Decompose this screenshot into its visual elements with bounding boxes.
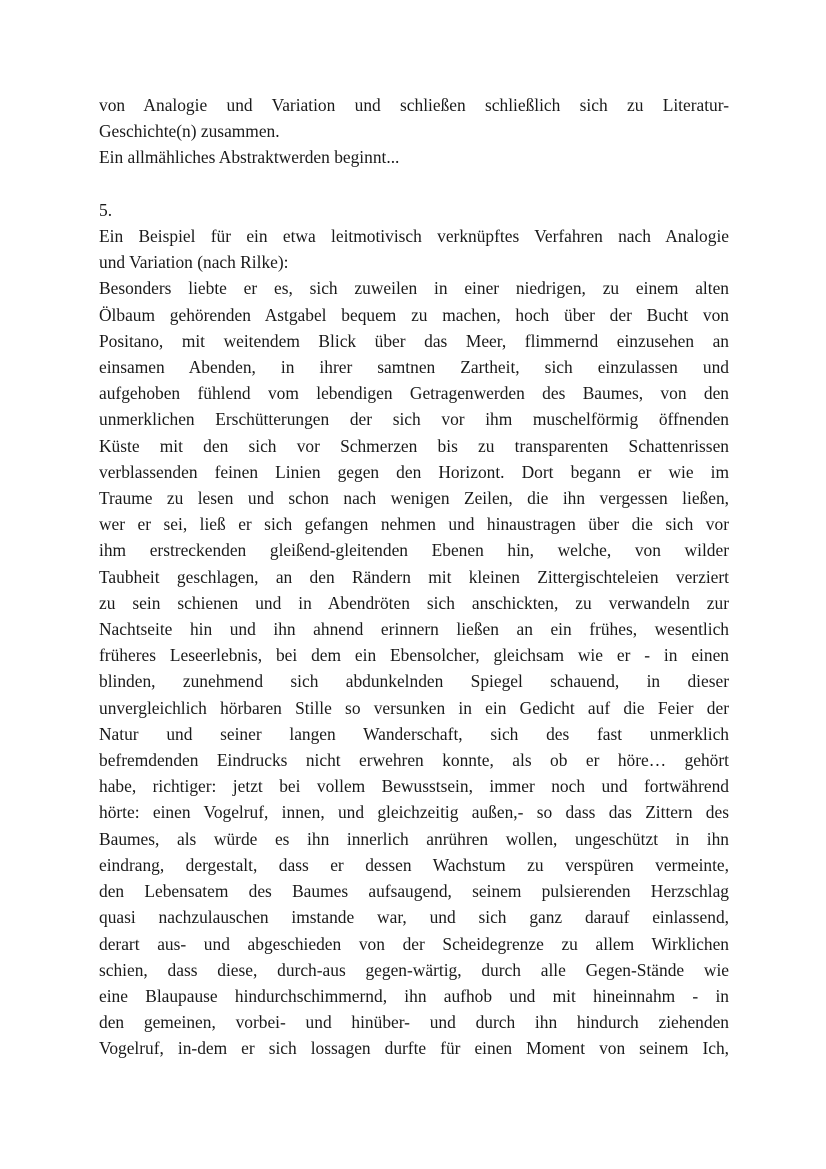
text-line: Ölbaum gehörenden Astgabel bequem zu machen, hoch über der Bucht von — [99, 304, 729, 325]
text-block — [99, 92, 729, 1062]
text-line: Nachtseite hin und ihn ahnend erinnern ließen an ein frühes, wesentlich — [99, 619, 729, 640]
text-line: verblassenden feinen Linien gegen den Horizont. Dort begann er wie im — [99, 461, 729, 482]
text-line: habe, richtiger: jetzt bei vollem Bewusstsein, immer noch und fortwährend — [99, 776, 729, 797]
text-line: hörte: einen Vogelruf, innen, und gleichzeitig außen,- so dass das Zittern des — [99, 802, 729, 823]
text-line: Ein allmähliches Abstraktwerden beginnt... — [99, 147, 400, 168]
text-line: aufgehoben fühlend vom lebendigen Getragenwerden des Baumes, von den — [99, 383, 729, 404]
text-line: Natur und seiner langen Wanderschaft, sich des fast unmerklich — [99, 723, 729, 744]
text-line: 5. — [99, 199, 113, 220]
text-line: Traume zu lesen und schon nach wenigen Zeilen, die ihn vergessen ließen, — [99, 488, 729, 509]
text-line: Geschichte(n) zusammen. — [99, 121, 280, 142]
text-line: eindrang, dergestalt, dass er dessen Wachstum zu verspüren vermeinte, — [99, 854, 729, 875]
text-line: Vogelruf, in-dem er sich lossagen durfte für einen Moment von seinem Ich, — [99, 1038, 729, 1059]
text-line: wer er sei, ließ er sich gefangen nehmen und hinaustragen über die sich vor — [99, 514, 729, 535]
text-line: Positano, mit weitendem Blick über das Meer, flimmernd einzusehen an — [99, 330, 729, 351]
text-line: von Analogie und Variation und schließen schließlich sich zu Literatur- — [99, 95, 729, 115]
text-line: den Lebensatem des Baumes aufsaugend, seinem pulsierenden Herzschlag — [99, 881, 729, 902]
text-line: Baumes, als würde es ihn innerlich anrühren wollen, ungeschützt in ihn — [99, 828, 729, 849]
text-line: blinden, zunehmend sich abdunkelnden Spiegel schauend, in dieser — [99, 671, 729, 692]
text-line: Taubheit geschlagen, an den Rändern mit kleinen Zittergischteleien verziert — [99, 566, 729, 587]
text-line: und Variation (nach Rilke): — [99, 252, 289, 273]
text-line: Besonders liebte er es, sich zuweilen in einer niedrigen, zu einem alten — [99, 278, 729, 299]
text-line: derart aus- und abgeschieden von der Scheidegrenze zu allem Wirklichen — [99, 933, 729, 954]
text-line: schien, dass diese, durch-aus gegen-wärtig, durch alle Gegen-Stände wie — [99, 959, 729, 980]
text-line: zu sein schienen und in Abendröten sich anschickten, zu verwandeln zur — [99, 592, 729, 613]
text-line: quasi nachzulauschen imstande war, und sich ganz darauf einlassend, — [99, 907, 729, 928]
text-line: befremdenden Eindrucks nicht erwehren konnte, als ob er höre… gehört — [99, 750, 729, 771]
text-line — [99, 171, 729, 197]
text-line: früheres Leseerlebnis, bei dem ein Ebensolcher, gleichsam wie er - in einen — [99, 645, 729, 666]
text-line: Küste mit den sich vor Schmerzen bis zu transparenten Schattenrissen — [99, 435, 729, 456]
text-line: eine Blaupause hindurchschimmernd, ihn aufhob und mit hineinnahm - in — [99, 985, 729, 1006]
text-line: unmerklichen Erschütterungen der sich vor ihm muschelförmig öffnenden — [99, 409, 729, 430]
text-line: unvergleichlich hörbaren Stille so versunken in ein Gedicht auf die Feier der — [99, 697, 729, 718]
text-line: ihm erstreckenden gleißend-gleitenden Ebenen hin, welche, von wilder — [99, 540, 729, 561]
text-line: Ein Beispiel für ein etwa leitmotivisch verknüpftes Verfahren nach Analogie — [99, 226, 729, 247]
text-line: einsamen Abenden, in ihrer samtnen Zartheit, sich einzulassen und — [99, 357, 729, 378]
text-line: den gemeinen, vorbei- und hinüber- und durch ihn hindurch ziehenden — [99, 1012, 729, 1033]
